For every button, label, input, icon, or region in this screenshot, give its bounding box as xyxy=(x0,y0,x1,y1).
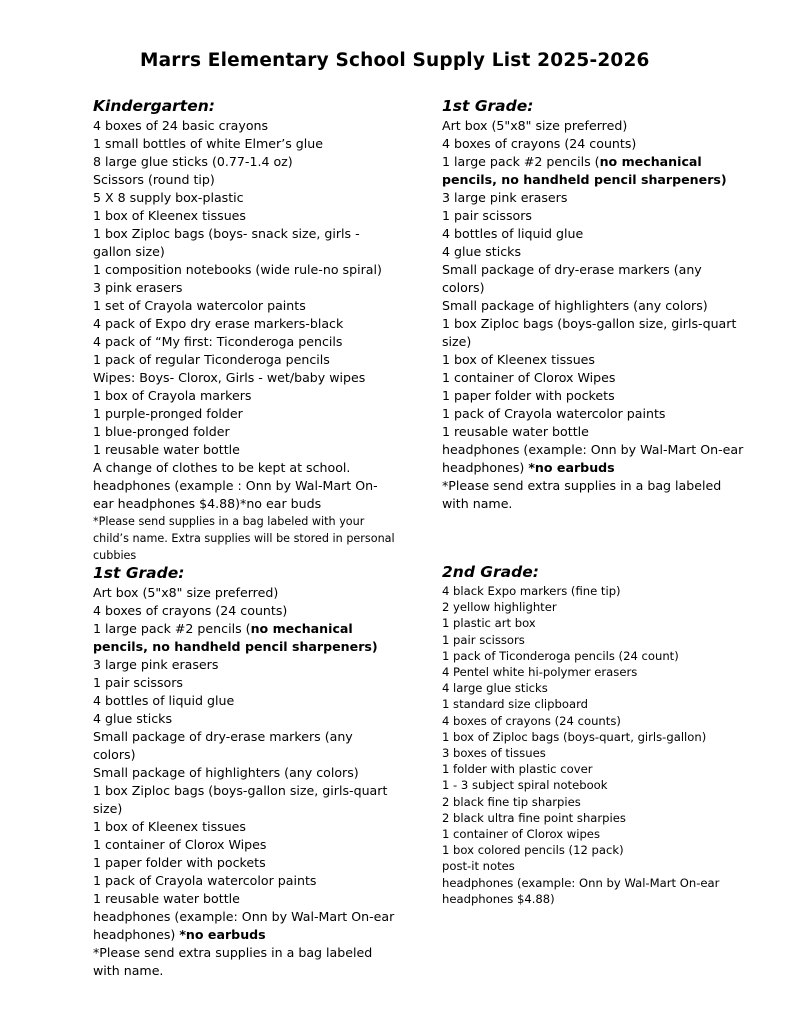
list-item: 1 box of Kleenex tissues xyxy=(93,819,246,834)
page-title: Marrs Elementary School Supply List 2025-2026 xyxy=(140,50,650,71)
list-item: 1 composition notebooks (wide rule-no spiral) xyxy=(93,262,382,277)
list-item: Small package of dry-erase markers (any colors) xyxy=(93,729,353,762)
list-item: 1 set of Crayola watercolor paints xyxy=(93,298,306,313)
list-item: 1 reusable water bottle xyxy=(93,891,240,906)
list-item: 1 box Ziploc bags (boys-gallon size, girls-quart size) xyxy=(442,316,737,349)
second-grade-section xyxy=(442,563,747,907)
list-item xyxy=(93,908,398,944)
list-item: 1 container of Clorox Wipes xyxy=(93,837,267,852)
list-item xyxy=(93,620,398,656)
first-grade-note: *Please send extra supplies in a bag labeled with name. xyxy=(442,478,722,511)
list-item: headphones (example : Onn by Wal-Mart On-ear headphones $4.88)*no ear buds xyxy=(93,478,378,511)
list-item: 1 plastic art box xyxy=(442,616,536,631)
list-item: 1 pack of Crayola watercolor paints xyxy=(442,406,666,421)
list-item: Art box (5"x8" size preferred) xyxy=(93,585,279,600)
list-item xyxy=(442,441,747,477)
list-item: 1 box of Kleenex tissues xyxy=(442,352,595,367)
list-item: 1 box colored pencils (12 pack) xyxy=(442,843,624,858)
pencils-bold-text: no mechanical pencils, no handheld pencil sharpeners) xyxy=(93,621,378,654)
kindergarten-list xyxy=(93,117,398,564)
list-item: 1 blue-pronged folder xyxy=(93,424,230,439)
list-item: A change of clothes to be kept at school. xyxy=(93,460,351,475)
list-item xyxy=(442,153,747,189)
list-item: 4 black Expo markers (fine tip) xyxy=(442,584,621,598)
list-item: 1 standard size clipboard xyxy=(442,697,588,712)
first-grade-list xyxy=(93,584,398,980)
list-item: 1 container of Clorox wipes xyxy=(442,827,600,842)
first-grade-heading: 1st Grade: xyxy=(442,97,534,115)
headphones-bold-text: *no earbuds xyxy=(528,460,615,475)
list-item: 1 folder with plastic cover xyxy=(442,762,593,777)
list-item: Scissors (round tip) xyxy=(93,172,215,187)
list-item: 4 boxes of crayons (24 counts) xyxy=(442,713,621,728)
list-item: 4 pack of “My first: Ticonderoga pencils xyxy=(93,334,343,349)
second-grade-list xyxy=(442,583,747,907)
list-item: 8 large glue sticks (0.77-1.4 oz) xyxy=(93,154,293,169)
list-item: 1 box Ziploc bags (boys- snack size, girls - gallon size) xyxy=(93,226,360,259)
kindergarten-section xyxy=(93,97,398,564)
list-item: 4 Pentel white hi-polymer erasers xyxy=(442,665,638,680)
list-item: 1 pack of Ticonderoga pencils (24 count) xyxy=(442,648,679,663)
list-item: 3 boxes of tissues xyxy=(442,746,546,761)
list-item: 4 large glue sticks xyxy=(442,681,548,696)
list-item: 4 boxes of crayons (24 counts) xyxy=(93,603,288,618)
list-item: 3 large pink erasers xyxy=(93,657,219,672)
list-item: 3 pink erasers xyxy=(93,280,183,295)
list-item: Art box (5"x8" size preferred) xyxy=(442,118,628,133)
first-grade-heading: 1st Grade: xyxy=(93,564,185,582)
list-item: Small package of dry-erase markers (any colors) xyxy=(442,262,702,295)
list-item: 1 pair scissors xyxy=(93,675,183,690)
list-item: 3 large pink erasers xyxy=(442,190,568,205)
list-item: 1 paper folder with pockets xyxy=(93,855,266,870)
second-grade-heading: 2nd Grade: xyxy=(442,563,539,581)
list-item: 4 pack of Expo dry erase markers-black xyxy=(93,316,344,331)
list-item: headphones (example: Onn by Wal-Mart On-ear headphones $4.88) xyxy=(442,875,720,906)
first-grade-section xyxy=(442,97,747,513)
list-item: 1 purple-pronged folder xyxy=(93,406,243,421)
list-item: 1 pair scissors xyxy=(442,208,532,223)
list-item: 2 black fine tip sharpies xyxy=(442,794,581,809)
list-item: 2 black ultra fine point sharpies xyxy=(442,810,626,825)
headphones-text: headphones (example: Onn by Wal-Mart On-ear headphones) xyxy=(93,909,395,942)
kindergarten-heading: Kindergarten: xyxy=(93,97,215,115)
pencils-text: 1 large pack #2 pencils ( xyxy=(93,621,251,636)
list-item: 4 glue sticks xyxy=(442,244,522,259)
list-item: 1 small bottles of white Elmer’s glue xyxy=(93,136,324,151)
list-item: 1 container of Clorox Wipes xyxy=(442,370,616,385)
list-item: 1 pack of regular Ticonderoga pencils xyxy=(93,352,330,367)
pencils-bold-text: no mechanical pencils, no handheld pencil sharpeners) xyxy=(442,154,727,187)
list-item: 1 box Ziploc bags (boys-gallon size, girls-quart size) xyxy=(93,783,388,816)
list-item: 1 reusable water bottle xyxy=(442,424,589,439)
pencils-text: 1 large pack #2 pencils ( xyxy=(442,154,600,169)
list-item: 1 box of Kleenex tissues xyxy=(93,208,246,223)
list-item: post-it notes xyxy=(442,859,515,874)
list-item: 4 glue sticks xyxy=(93,711,173,726)
list-item: 4 bottles of liquid glue xyxy=(93,693,235,708)
list-item: 1 box of Ziploc bags (boys-quart, girls-gallon) xyxy=(442,729,707,744)
kindergarten-note: *Please send supplies in a bag labeled with your child’s name. Extra supplies will be stored in personal cubbies xyxy=(93,515,395,562)
first-grade-section-repeat xyxy=(93,564,398,980)
list-item: Small package of highlighters (any colors) xyxy=(93,765,359,780)
headphones-text: headphones (example: Onn by Wal-Mart On-ear headphones) xyxy=(442,442,744,475)
list-item: Wipes: Boys- Clorox, Girls - wet/baby wipes xyxy=(93,370,366,385)
first-grade-note: *Please send extra supplies in a bag labeled with name. xyxy=(93,945,373,978)
list-item: 1 pair scissors xyxy=(442,632,525,647)
list-item: 4 boxes of 24 basic crayons xyxy=(93,118,269,133)
headphones-bold-text: *no earbuds xyxy=(179,927,266,942)
list-item: 1 - 3 subject spiral notebook xyxy=(442,778,608,793)
list-item: Small package of highlighters (any colors) xyxy=(442,298,708,313)
first-grade-list xyxy=(442,117,747,513)
list-item: 1 reusable water bottle xyxy=(93,442,240,457)
list-item: 1 paper folder with pockets xyxy=(442,388,615,403)
list-item: 2 yellow highlighter xyxy=(442,600,557,615)
list-item: 1 box of Crayola markers xyxy=(93,388,252,403)
list-item: 1 pack of Crayola watercolor paints xyxy=(93,873,317,888)
list-item: 4 bottles of liquid glue xyxy=(442,226,584,241)
list-item: 4 boxes of crayons (24 counts) xyxy=(442,136,637,151)
list-item: 5 X 8 supply box-plastic xyxy=(93,190,244,205)
